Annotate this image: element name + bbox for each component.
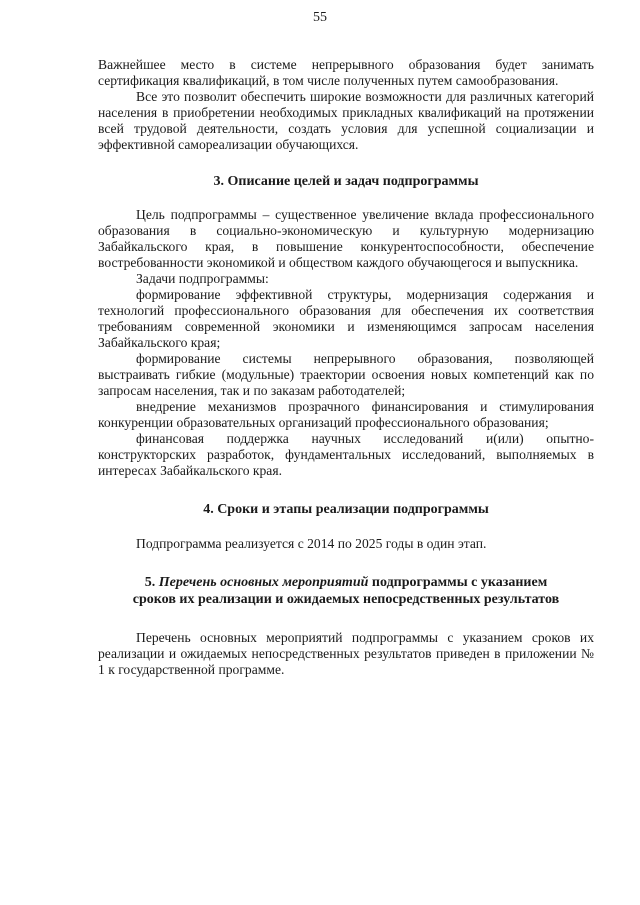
section-4-heading: 4. Сроки и этапы реализации подпрограммы bbox=[203, 502, 489, 517]
task-item-2: формирование системы непрерывного образования, позволяющей выстраивать гибкие (модульные) траектории освоения новых компетенций как по запросам населения, так и по заказам работодателей; bbox=[98, 351, 594, 398]
intro-paragraph-1: Важнейшее место в системе непрерывного образования будет занимать сертификация квалификаций, в том числе полученных путем самообразования. bbox=[98, 57, 594, 88]
page-content bbox=[98, 57, 594, 678]
section-5-heading-line-2: сроков их реализации и ожидаемых непосредственных результатов bbox=[132, 592, 560, 607]
section-5-heading-rest: подпрограммы с указанием bbox=[368, 575, 548, 590]
section-5-heading-number: 5. bbox=[144, 575, 159, 590]
section-5-heading bbox=[98, 574, 594, 608]
section-5-heading-italic: Перечень основных мероприятий bbox=[158, 575, 369, 590]
task-item-3: внедрение механизмов прозрачного финансирования и стимулирования конкуренции образовательных организаций профессионального образования; bbox=[98, 399, 594, 430]
section-4-text: Подпрограмма реализуется с 2014 по 2025 годы в один этап. bbox=[136, 536, 487, 551]
intro-paragraph-2: Все это позволит обеспечить широкие возможности для различных категорий населения в приобретении необходимых прикладных квалификаций на протяжении всей трудовой деятельности, создать условия для успешной социализации и эффективной самореализации обучающихся. bbox=[98, 89, 594, 152]
task-item-1: формирование эффективной структуры, модернизация содержания и технологий профессионального образования для обеспечения их соответствия требованиям современной экономики и изменяющимся запросам населения Забайкальского края; bbox=[98, 287, 594, 350]
section-3-goal: Цель подпрограммы – существенное увеличение вклада профессионального образования в социально-экономическую и культурную модернизацию Забайкальского края, в повышение конкурентоспособности, обеспечение востребованности экономикой и обществом каждого обучающегося и выпускника. bbox=[98, 207, 594, 270]
page-number: 55 bbox=[313, 10, 327, 25]
section-5-text: Перечень основных мероприятий подпрограммы с указанием сроков их реализации и ожидаемых непосредственных результатов приведен в приложении № 1 к государственной программе. bbox=[98, 630, 594, 677]
section-3-heading: 3. Описание целей и задач подпрограммы bbox=[213, 174, 479, 189]
section-3-tasks-label: Задачи подпрограммы: bbox=[136, 271, 269, 286]
task-item-4: финансовая поддержка научных исследований и(или) опытно-конструкторских разработок, фундаментальных исследований, выполняемых в интересах Забайкальского края. bbox=[98, 431, 594, 478]
